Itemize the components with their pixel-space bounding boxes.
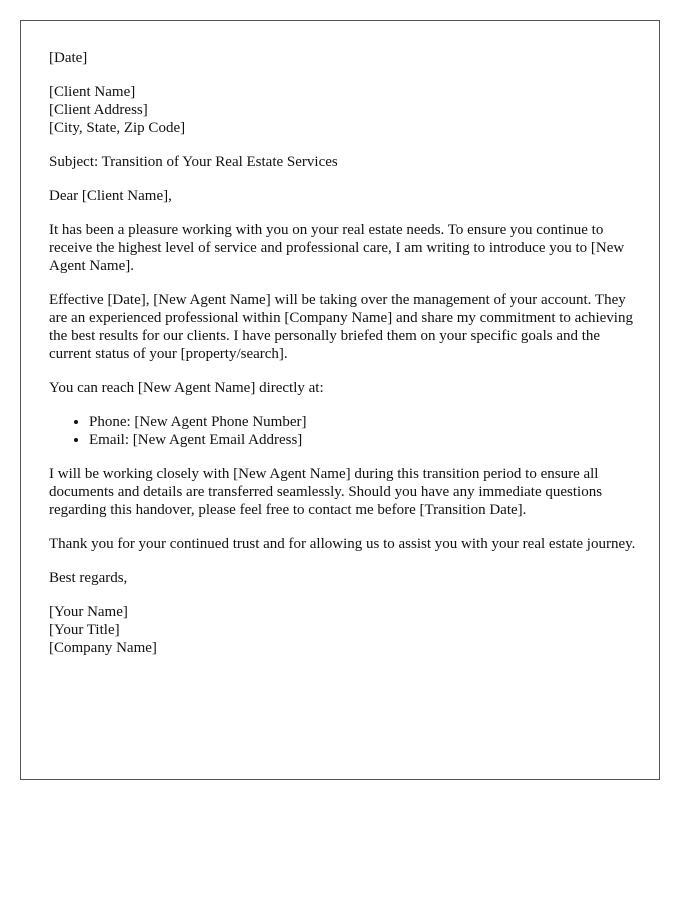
- salutation: Dear [Client Name],: [49, 188, 172, 204]
- signature-company: [Company Name]: [49, 640, 157, 656]
- thank-you-paragraph: Thank you for your continued trust and for allowing us to assist you with your real estate journey.: [49, 536, 636, 552]
- recipient-name: [Client Name]: [49, 84, 136, 100]
- contact-email-item: • Email: [New Agent Email Address]: [89, 431, 639, 449]
- signature-name: [Your Name]: [49, 604, 128, 620]
- recipient-address-block: [49, 83, 639, 137]
- handover-paragraph: I will be working closely with [New Agent Name] during this transition period to ensure all documents and details are transferred seamlessly. Should you have any immediate questions regarding this handover, please feel free to contact me before [Transition Date].: [49, 466, 603, 518]
- letter-date: [Date]: [49, 50, 88, 66]
- letter-page: [20, 20, 660, 780]
- contact-list: [49, 413, 639, 449]
- recipient-city-state-zip: [City, State, Zip Code]: [49, 120, 186, 136]
- signature-block: [49, 603, 639, 657]
- contact-intro-paragraph: You can reach [New Agent Name] directly at:: [49, 380, 324, 396]
- recipient-address: [Client Address]: [49, 102, 148, 118]
- date-block: [49, 49, 639, 67]
- intro-paragraph: It has been a pleasure working with you on your real estate needs. To ensure you continue to receive the highest level of service and professional care, I am writing to introduce you to [New Agent Name].: [49, 222, 625, 274]
- subject-line: Subject: Transition of Your Real Estate Services: [49, 154, 338, 170]
- transition-paragraph: Effective [Date], [New Agent Name] will be taking over the management of your account. They are an experienced professional within [Company Name] and share my commitment to achieving the best results for our clients. I have personally briefed them on your specific goals and the current status of your [property/search].: [49, 292, 633, 362]
- contact-phone-item: • Phone: [New Agent Phone Number]: [89, 413, 639, 431]
- signature-title: [Your Title]: [49, 622, 120, 638]
- letter-body: [49, 49, 639, 673]
- sign-off: Best regards,: [49, 570, 128, 586]
